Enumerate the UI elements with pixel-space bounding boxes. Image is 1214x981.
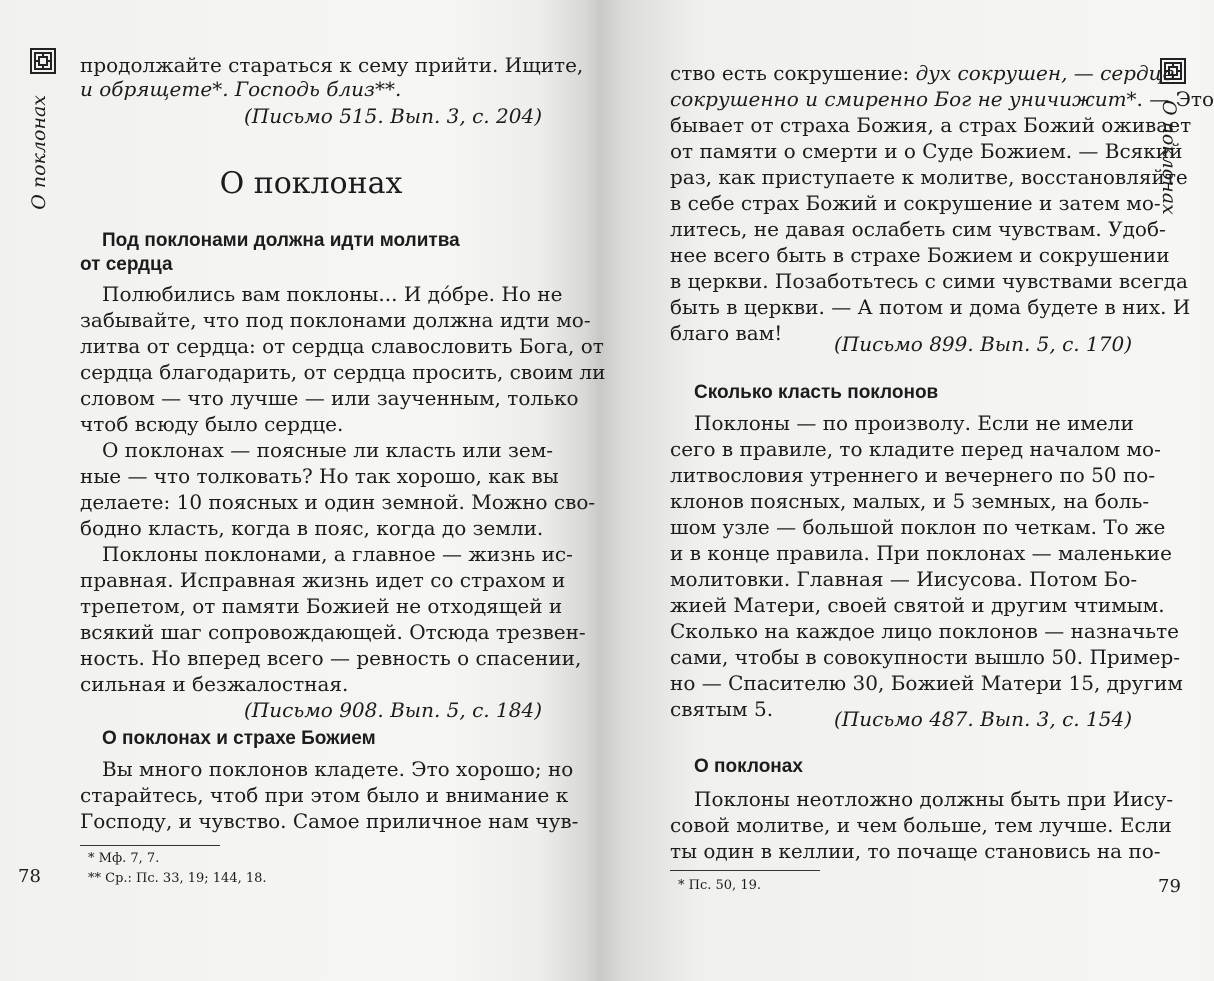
- citation: (Письмо 908. Вып. 5, с. 184): [244, 698, 542, 722]
- body-line: Полюбились вам поклоны... И до́бре. Но не: [102, 282, 563, 306]
- body-line: сами, чтобы в совокупности вышло 50. Пример-: [670, 645, 1181, 669]
- body-line: шом узле — большой поклон по четкам. То же: [670, 515, 1166, 539]
- body-line: Вы много поклонов кладете. Это хорошо; но: [102, 757, 574, 781]
- body-line: жией Матери, своей святой и другим чтимым.: [670, 593, 1165, 617]
- body-text: *. — Это: [1126, 87, 1214, 111]
- body-line: литва от сердца: от сердца славословить Бога, от: [80, 334, 604, 358]
- citation: (Письмо 487. Вып. 3, с. 154): [834, 707, 1132, 731]
- quote-text: сокрушенно и смиренно Бог не уничижит: [670, 87, 1127, 111]
- intro-line: и обрящете*. Господь близ**.: [80, 77, 402, 101]
- body-line: словом — что лучше — или заученным, только: [80, 386, 579, 410]
- body-line: молитовки. Главная — Иисусова. Потом Бо-: [670, 567, 1138, 591]
- footnote: * Мф. 7, 7.: [88, 851, 160, 866]
- running-head: О поклонах: [28, 95, 50, 210]
- body-line: Поклоны поклонами, а главное — жизнь ис-: [102, 542, 573, 566]
- citation: (Письмо 515. Вып. 3, с. 204): [244, 104, 542, 128]
- body-line: литвословия утреннего и вечернего по 50 по-: [670, 463, 1156, 487]
- body-line: но — Спасителю 30, Божией Матери 15, другим: [670, 671, 1183, 695]
- body-line: ные — что толковать? Но так хорошо, как вы: [80, 464, 559, 488]
- body-line: литесь, не давая ослабеть сим чувствам. Удоб-: [670, 217, 1166, 241]
- right-page: [600, 0, 1214, 981]
- body-line: в себе страх Божий и сокрушение и затем мо-: [670, 191, 1161, 215]
- body-line: старайтесь, чтоб при этом было и внимание к: [80, 783, 569, 807]
- body-line: совой молитве, и чем больше, тем лучше. Если: [670, 813, 1172, 837]
- body-line: быть в церкви. — А потом и дома будете в них. И: [670, 295, 1191, 319]
- body-line: ты один в келлии, то почаще становись на по-: [670, 839, 1161, 863]
- subsection-heading: О поклонах: [694, 756, 803, 777]
- body-line: забывайте, что под поклонами должна идти мо-: [80, 308, 591, 332]
- subsection-heading: от сердца: [80, 254, 173, 275]
- body-line: нее всего быть в страхе Божием и сокрушении: [670, 243, 1170, 267]
- body-line: чтоб всюду было сердце.: [80, 412, 344, 436]
- citation: (Письмо 899. Вып. 5, с. 170): [834, 332, 1132, 356]
- intro-text: продолжайте стараться к сему прийти. Ищите,: [80, 53, 584, 77]
- body-line: О поклонах — поясные ли класть или зем-: [102, 438, 554, 462]
- intro-line: [80, 52, 584, 78]
- body-line: святым 5.: [670, 697, 774, 721]
- body-line: [670, 60, 1175, 86]
- footnote: ** Ср.: Пс. 33, 19; 144, 18.: [88, 871, 267, 886]
- left-page: [0, 0, 606, 981]
- subsection-heading: О поклонах и страхе Божием: [102, 728, 376, 749]
- page-number: 79: [1158, 876, 1181, 897]
- quote-text: дух сокрушен, — сердце: [915, 61, 1175, 85]
- section-title: О поклонах: [219, 166, 403, 201]
- page-number: 78: [18, 866, 41, 887]
- body-line: от памяти о смерти и о Суде Божием. — Всякий: [670, 139, 1183, 163]
- body-line: Господу, и чувство. Самое приличное нам чув-: [80, 809, 579, 833]
- body-line: трепетом, от памяти Божией не отходящей и: [80, 594, 563, 618]
- footnote-rule: [80, 845, 220, 846]
- body-line: и в конце правила. При поклонах — маленькие: [670, 541, 1172, 565]
- footnote: * Пс. 50, 19.: [678, 878, 761, 893]
- body-line: благо вам!: [670, 321, 783, 345]
- body-line: бывает от страха Божия, а страх Божий оживает: [670, 113, 1192, 137]
- ornament-icon: [30, 48, 56, 74]
- ornament-icon: [1160, 58, 1186, 84]
- body-line: делаете: 10 поясных и один земной. Можно сво-: [80, 490, 596, 514]
- body-line: Сколько на каждое лицо поклонов — назначьте: [670, 619, 1180, 643]
- body-line: сильная и безжалостная.: [80, 672, 349, 696]
- body-line: всякий шаг сопровождающей. Отсюда трезвен-: [80, 620, 586, 644]
- body-line: сердца благодарить, от сердца просить, своим ли: [80, 360, 606, 384]
- body-line: в церкви. Позаботьтесь с сими чувствами всегда: [670, 269, 1188, 293]
- body-line: бодно класть, когда в пояс, когда до земли.: [80, 516, 544, 540]
- body-text: ство есть сокрушение:: [670, 61, 916, 85]
- body-line: клонов поясных, малых, и 5 земных, на боль-: [670, 489, 1150, 513]
- body-line: [670, 86, 1214, 112]
- body-line: Поклоны — по произволу. Если не имели: [694, 411, 1134, 435]
- body-line: раз, как приступаете к молитве, восстановляйте: [670, 165, 1188, 189]
- body-line: правная. Исправная жизнь идет со страхом и: [80, 568, 566, 592]
- subsection-heading: Под поклонами должна идти молитва: [102, 230, 460, 251]
- running-head: О поклонах: [1158, 100, 1180, 215]
- footnote-rule: [670, 870, 820, 871]
- body-line: Поклоны неотложно должны быть при Иису-: [694, 787, 1174, 811]
- subsection-heading: Сколько класть поклонов: [694, 382, 939, 403]
- body-line: ность. Но вперед всего — ревность о спасении,: [80, 646, 582, 670]
- body-line: сего в правиле, то кладите перед началом мо-: [670, 437, 1161, 461]
